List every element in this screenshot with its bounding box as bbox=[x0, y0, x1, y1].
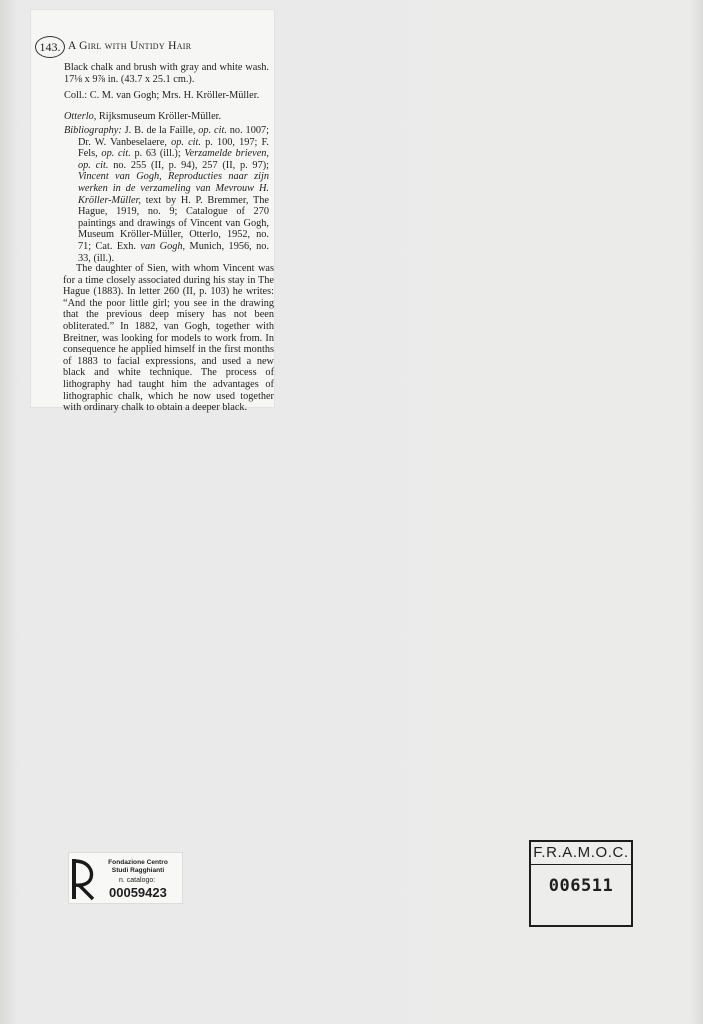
location-museum: Rijksmuseum Kröller-Müller. bbox=[96, 111, 222, 122]
bibliography-segment: op. cit. bbox=[171, 136, 201, 148]
framoc-heading: F.R.A.M.O.C. bbox=[531, 842, 631, 865]
bibliography-segment: op. cit. bbox=[101, 148, 131, 160]
bibliography-segment: no. 255 (II, p. 94), 257 (II, p. 97); bbox=[108, 159, 270, 171]
bibliography-segment: op. cit. bbox=[198, 125, 227, 136]
bibliography-segment: p. 100, 197; F. Fels, bbox=[78, 136, 270, 160]
framoc-number: 006511 bbox=[548, 876, 614, 896]
bibliography-segment: Munich, 1956, no. 33, (ill.). bbox=[78, 240, 269, 264]
bibliography-segment: Verzamelde brieven, op. cit. bbox=[78, 148, 269, 171]
entry-medium: Black chalk and brush with gray and white wash. 17⅛ x 9⅞ in. (43.7 x 25.1 cm.). bbox=[64, 62, 269, 85]
entry-number: 143. bbox=[35, 36, 65, 58]
framoc-stamp bbox=[529, 840, 633, 927]
entry-location bbox=[64, 111, 269, 123]
ragghianti-logo-icon bbox=[71, 857, 95, 901]
bibliography-segment: no. 1007; Dr. W. Vanbeselaere, bbox=[78, 125, 269, 148]
bibliography-segment: van Gogh, bbox=[140, 240, 186, 252]
bibliography-segment: p. 63 (ill.); bbox=[130, 148, 185, 160]
entry-collection: Coll.: C. M. van Gogh; Mrs. H. Kröller-Müller. bbox=[64, 90, 260, 101]
entry-description: The daughter of Sien, with whom Vincent was for a time closely associated during his stay in The Hague (1883). In letter 260 (II, p. 103) he writes: “And the poor little girl; you see in the drawing that the previous deep misery has not been obliterated.” In 1882, van Gogh, together with Breitner, was looking for models to work from. In consequence he applied himself in the first months of 1883 to facial expressions, and used a new black and white technique. The process of lithography had taught him the advantages of lithographic chalk, which he now used together with ordinary chalk to obtain a deeper black. bbox=[63, 263, 274, 414]
location-city: Otterlo, bbox=[64, 111, 97, 122]
catalog-number: 00059423 bbox=[109, 885, 167, 900]
bibliography-segment: text by H. P. Bremmer, The Hague, 1919, no. 9; Catalogue of 270 paintings and drawings of Vincent van Gogh, Museum Kröller-Müller, Otterlo, 1952, no. 71; Cat. Exh. bbox=[78, 194, 269, 252]
entry-title: A Girl with Untidy Hair bbox=[68, 40, 192, 52]
bibliography-segment: J. B. de la Faille, bbox=[121, 125, 199, 136]
catalog-number-caption: n. catalogo: bbox=[119, 877, 156, 884]
label-org-line1: Fondazione Centro bbox=[108, 859, 168, 866]
entry-bibliography bbox=[64, 125, 269, 264]
label-org-line2: Studi Ragghianti bbox=[111, 867, 165, 874]
bibliography-segment: Bibliography: bbox=[64, 125, 122, 136]
bibliography-segment: Vincent van Gogh, Reproducties naar zijn werken in de verzameling van Mevrouw H. Kröller-Müller, bbox=[78, 171, 269, 206]
catalog-clipping bbox=[31, 10, 274, 414]
entry-heading bbox=[35, 36, 271, 58]
ragghianti-catalog-label bbox=[68, 852, 183, 904]
